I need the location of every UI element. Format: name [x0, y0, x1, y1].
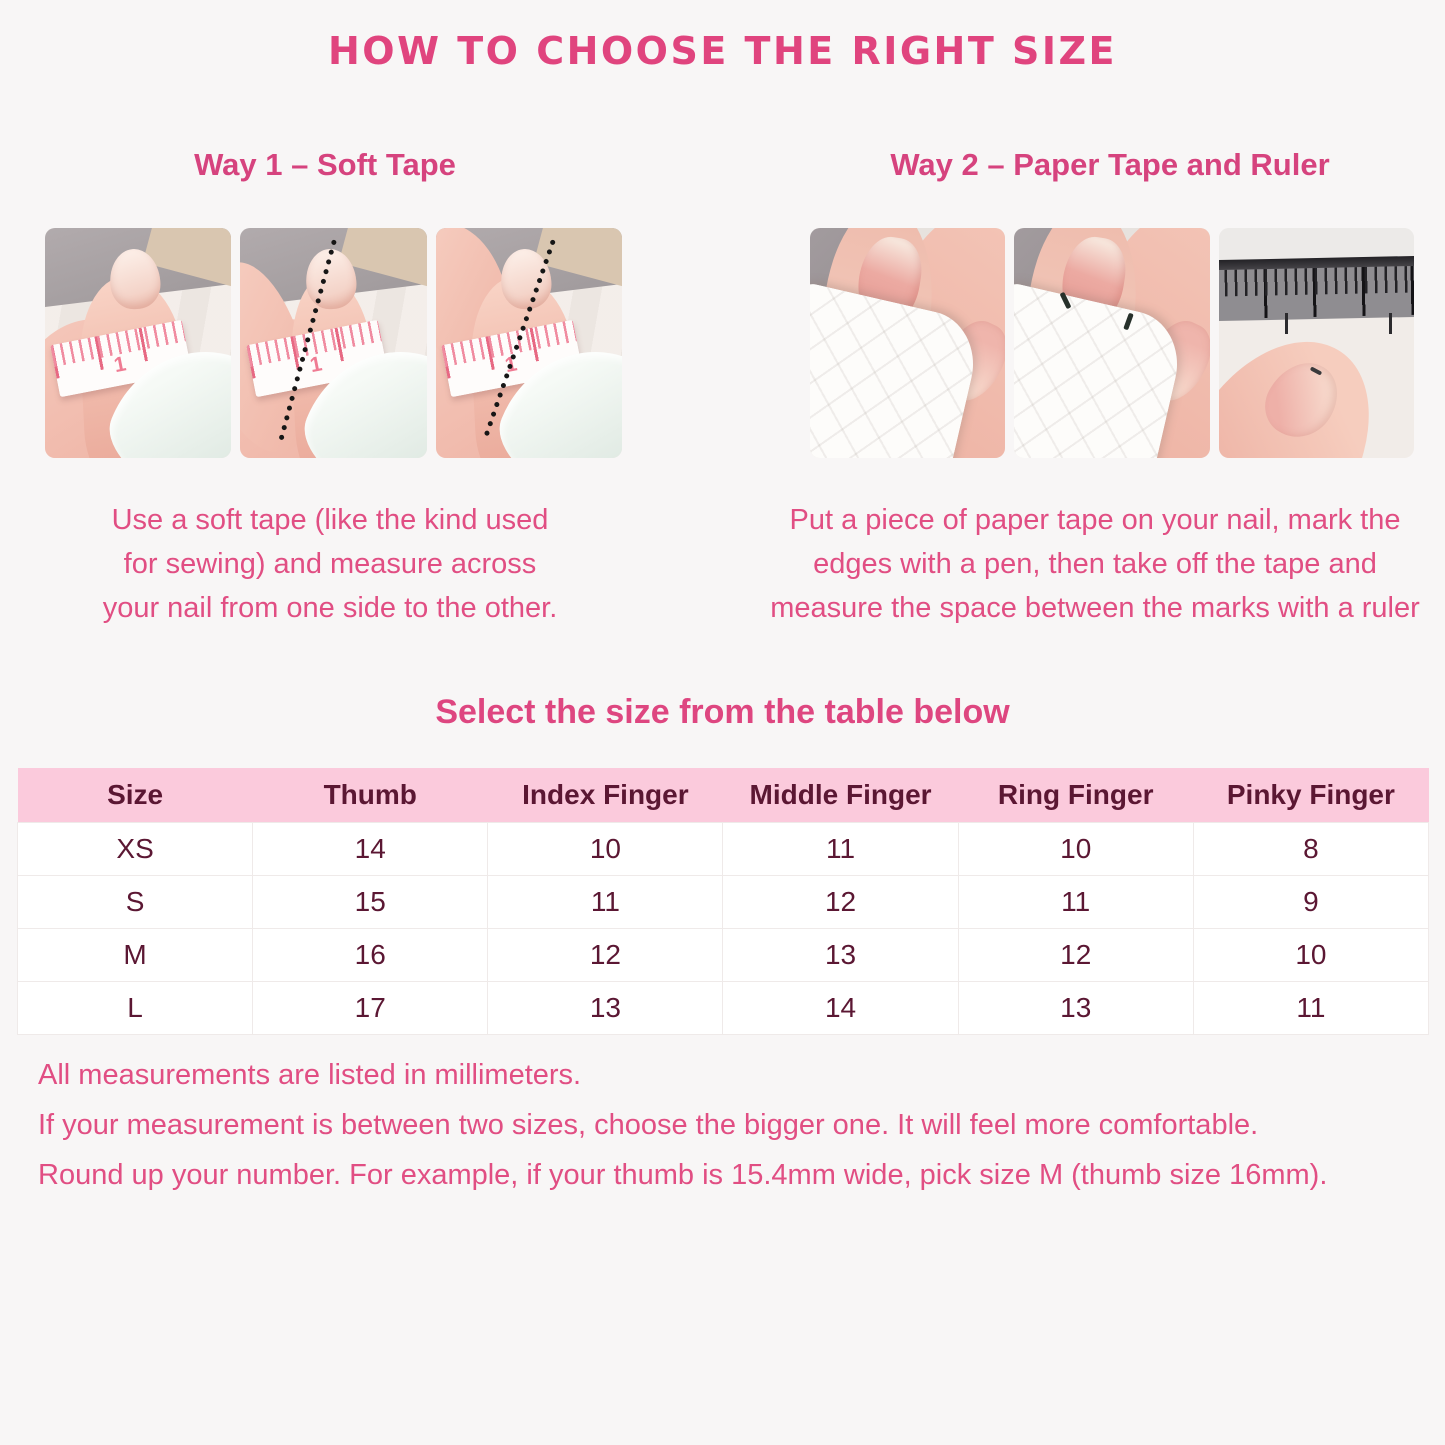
table-row-s — [18, 876, 1429, 929]
way1-description-line: Use a soft tape (like the kind used — [111, 504, 549, 536]
table-cell: S — [18, 876, 253, 929]
column-header-thumb: Thumb — [253, 768, 488, 823]
photo-way1-step2-dotted-line — [240, 228, 426, 458]
table-cell: 13 — [958, 982, 1193, 1035]
table-cell: 12 — [958, 929, 1193, 982]
table-cell: 11 — [958, 876, 1193, 929]
table-row-xs — [18, 823, 1429, 876]
table-cell: 14 — [253, 823, 488, 876]
photo-way1-step3-reading — [436, 228, 622, 458]
size-table — [17, 768, 1429, 1035]
ruler-scale-ticks — [1219, 266, 1414, 321]
column-header-index-finger: Index Finger — [488, 768, 723, 823]
table-cell: 12 — [723, 876, 958, 929]
table-row-m — [18, 929, 1429, 982]
note-line-units: All measurements are listed in millimeters. — [38, 1059, 582, 1091]
way2-description-line: measure the space between the marks with a ruler — [770, 592, 1420, 624]
table-cell: 17 — [253, 982, 488, 1035]
table-cell: 12 — [488, 929, 723, 982]
note-line-between-sizes: If your measurement is between two sizes, choose the bigger one. It will feel more comfortable. — [38, 1109, 1259, 1141]
photo-way2-step2-pen-marks — [1014, 228, 1209, 458]
way1-description — [25, 498, 635, 630]
way2-description-line: edges with a pen, then take off the tape and — [813, 548, 1377, 580]
photo-strip-way1 — [45, 228, 622, 458]
way2-description — [745, 498, 1445, 630]
table-cell: 11 — [488, 876, 723, 929]
photo-way2-step3-ruler — [1219, 228, 1414, 458]
photo-way1-step1-tape-wrapped — [45, 228, 231, 458]
table-cell: 9 — [1193, 876, 1428, 929]
table-cell: 13 — [488, 982, 723, 1035]
note-line-round-up: Round up your number. For example, if your thumb is 15.4mm wide, pick size M (thumb size 16mm). — [38, 1159, 1328, 1191]
table-cell: 13 — [723, 929, 958, 982]
table-cell: 8 — [1193, 823, 1428, 876]
column-header-ring-finger: Ring Finger — [958, 768, 1193, 823]
table-cell: 14 — [723, 982, 958, 1035]
way1-description-line: your nail from one side to the other. — [102, 592, 558, 624]
table-cell: 11 — [723, 823, 958, 876]
size-table-header-row — [18, 768, 1429, 823]
table-cell: 10 — [1193, 929, 1428, 982]
size-table-heading: Select the size from the table below — [435, 693, 1010, 731]
table-cell: M — [18, 929, 253, 982]
photo-strip-way2 — [810, 228, 1414, 458]
tape-number-label: 1 — [307, 352, 324, 377]
column-header-size: Size — [18, 768, 253, 823]
way2-description-line: Put a piece of paper tape on your nail, mark the — [789, 504, 1401, 536]
table-cell: 15 — [253, 876, 488, 929]
way1-description-line: for sewing) and measure across — [123, 548, 537, 580]
tape-number-label: 1 — [112, 352, 129, 377]
page-title: HOW TO CHOOSE THE RIGHT SIZE — [327, 29, 1118, 73]
table-cell: L — [18, 982, 253, 1035]
table-cell: 16 — [253, 929, 488, 982]
column-header-pinky-finger: Pinky Finger — [1193, 768, 1428, 823]
table-cell: 10 — [488, 823, 723, 876]
photo-way2-step1-paper-tape — [810, 228, 1005, 458]
table-cell: XS — [18, 823, 253, 876]
table-row-l — [18, 982, 1429, 1035]
column-header-middle-finger: Middle Finger — [723, 768, 958, 823]
tape-number-label: 1 — [503, 352, 519, 377]
way1-heading: Way 1 – Soft Tape — [194, 147, 456, 182]
ruler-long-tick — [1285, 313, 1288, 334]
notes — [38, 1050, 1327, 1200]
table-cell: 11 — [1193, 982, 1428, 1035]
ruler-long-tick — [1389, 313, 1392, 334]
table-cell: 10 — [958, 823, 1193, 876]
way2-heading: Way 2 – Paper Tape and Ruler — [890, 147, 1330, 182]
